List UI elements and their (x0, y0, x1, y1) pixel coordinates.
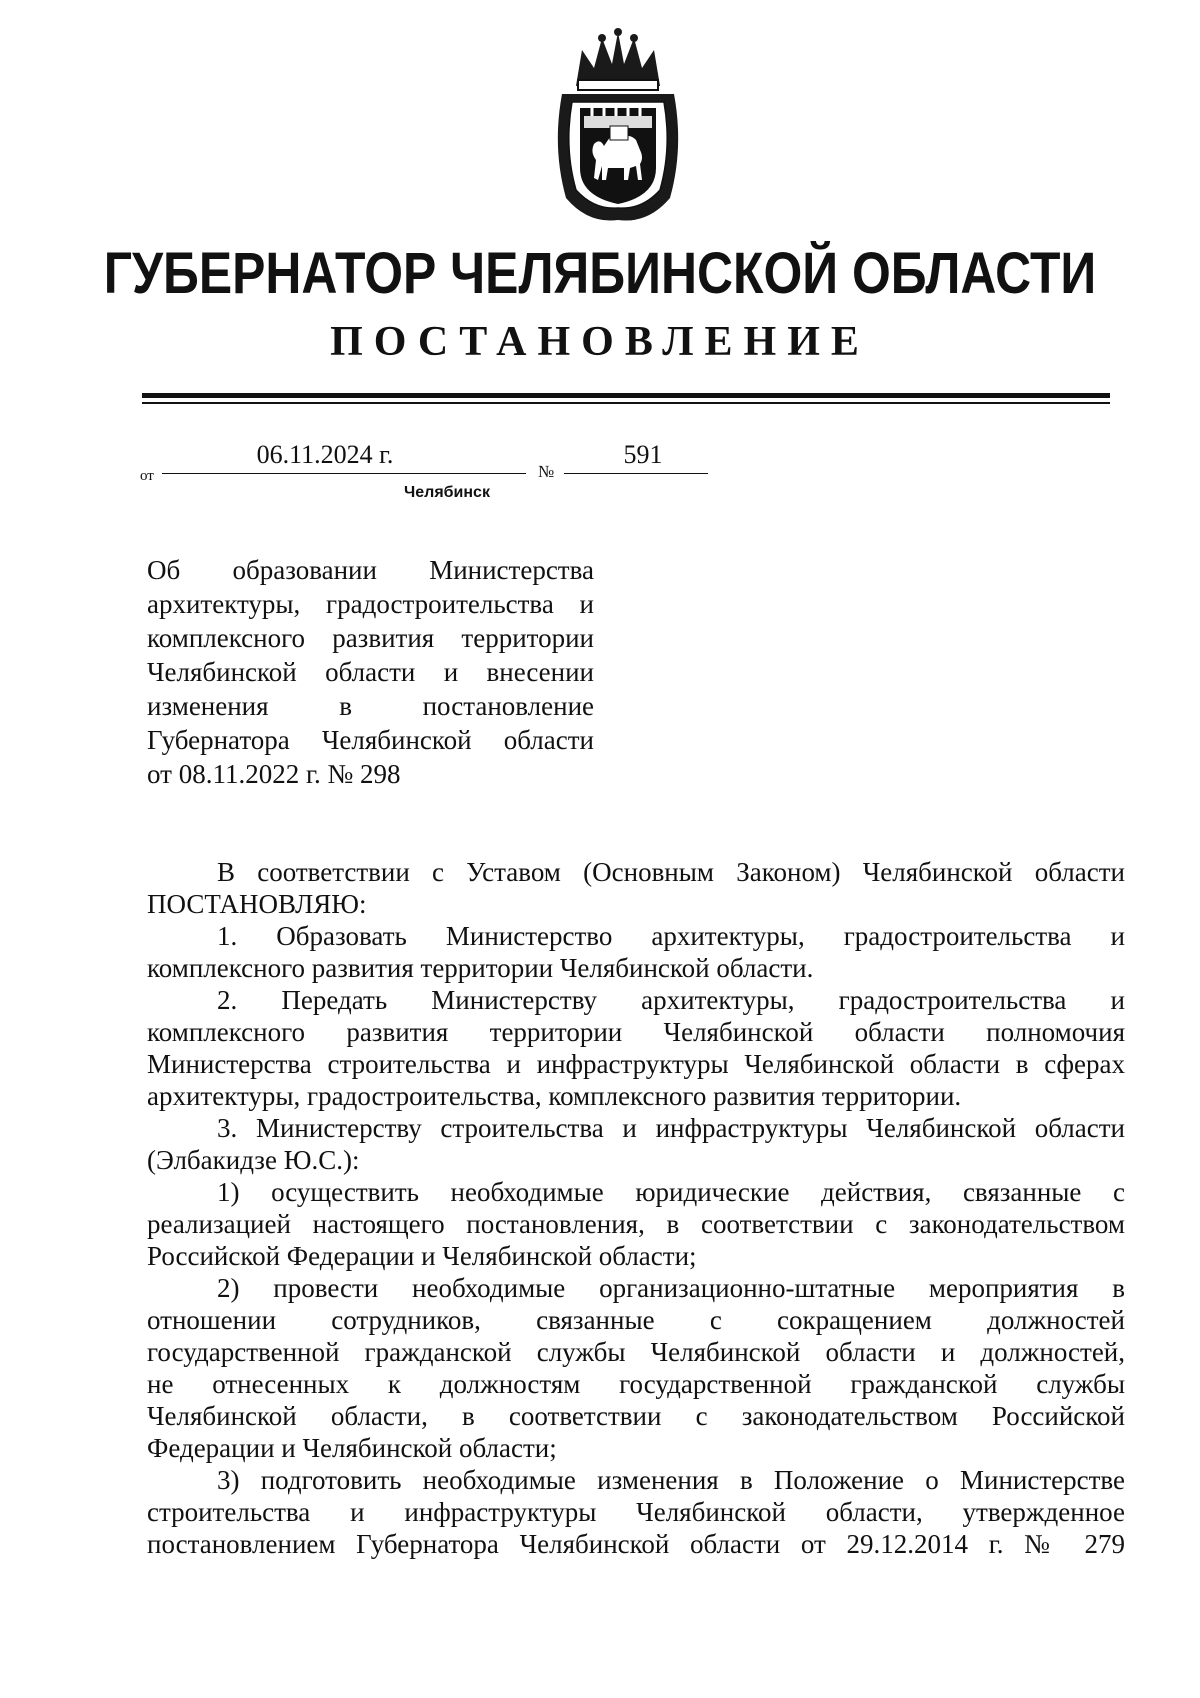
body-line: Федерации и Челябинской области; (147, 1433, 557, 1463)
heading-line: архитектуры, градостроительства и (147, 589, 594, 619)
body-line: (Элбакидзе Ю.С.): (147, 1145, 360, 1175)
body-line: комплексного развития территории Челябинской области полномочия (147, 1017, 1125, 1047)
body-line: 3. Министерству строительства и инфраструктуры Челябинской области (217, 1113, 1125, 1143)
number-sign-label: № (538, 462, 555, 481)
heading-line: комплексного развития территории (147, 623, 594, 653)
body-line: ПОСТАНОВЛЯЮ: (147, 889, 367, 919)
document-meta (140, 440, 663, 510)
document-number: 591 (623, 440, 663, 469)
heading-line: Об образовании Министерства (147, 555, 594, 585)
body-line: комплексного развития территории Челябинской области. (147, 953, 814, 983)
page-title: ГУБЕРНАТОР ЧЕЛЯБИНСКОЙ ОБЛАСТИ (103, 241, 1097, 306)
date-prefix-label: от (140, 468, 154, 484)
body-line: 2. Передать Министерству архитектуры, градостроительства и (217, 985, 1125, 1015)
body-line: 1. Образовать Министерство архитектуры, градостроительства и (217, 921, 1125, 951)
body-line: 1) осуществить необходимые юридические действия, связанные с (217, 1177, 1125, 1207)
document-heading (147, 553, 594, 791)
body-line: Российской Федерации и Челябинской области; (147, 1241, 697, 1271)
body-line: 2) провести необходимые организационно-штатные мероприятия в (217, 1273, 1125, 1303)
header-divider-thick (142, 393, 1110, 398)
body-line: архитектуры, градостроительства, комплексного развития территории. (147, 1081, 962, 1111)
coat-of-arms-icon (548, 28, 688, 224)
body-line: реализацией настоящего постановления, в соответствии с законодательством (147, 1209, 1125, 1239)
number-underline (564, 473, 708, 474)
body-line: В соответствии с Уставом (Основным Законом) Челябинской области (217, 857, 1125, 887)
heading-line: Челябинской области и внесении (147, 657, 594, 687)
document-type-title: ПОСТАНОВЛЕНИЕ (330, 319, 870, 365)
document-date: 06.11.2024 г. (256, 440, 394, 469)
body-line: постановлением Губернатора Челябинской области от 29.12.2014 г. № 279 (147, 1529, 1125, 1559)
body-line: Челябинской области, в соответствии с законодательством Российской (147, 1401, 1125, 1431)
date-underline (162, 473, 526, 474)
body-line: не отнесенных к должностям государственной гражданской службы (147, 1369, 1125, 1399)
body-line: отношении сотрудников, связанные с сокращением должностей (147, 1305, 1125, 1335)
heading-line: Губернатора Челябинской области (147, 725, 594, 755)
body-line: 3) подготовить необходимые изменения в Положение о Министерстве (217, 1465, 1125, 1495)
body-line: государственной гражданской службы Челябинской области и должностей, (147, 1337, 1125, 1367)
city-label: Челябинск (404, 484, 490, 501)
document-body (147, 856, 1125, 1560)
body-line: строительства и инфраструктуры Челябинской области, утвержденное (147, 1497, 1125, 1527)
heading-line: от 08.11.2022 г. № 298 (147, 759, 401, 789)
body-line: Министерства строительства и инфраструктуры Челябинской области в сферах (147, 1049, 1125, 1079)
heading-line: изменения в постановление (147, 691, 594, 721)
header-divider-thin (142, 402, 1110, 404)
